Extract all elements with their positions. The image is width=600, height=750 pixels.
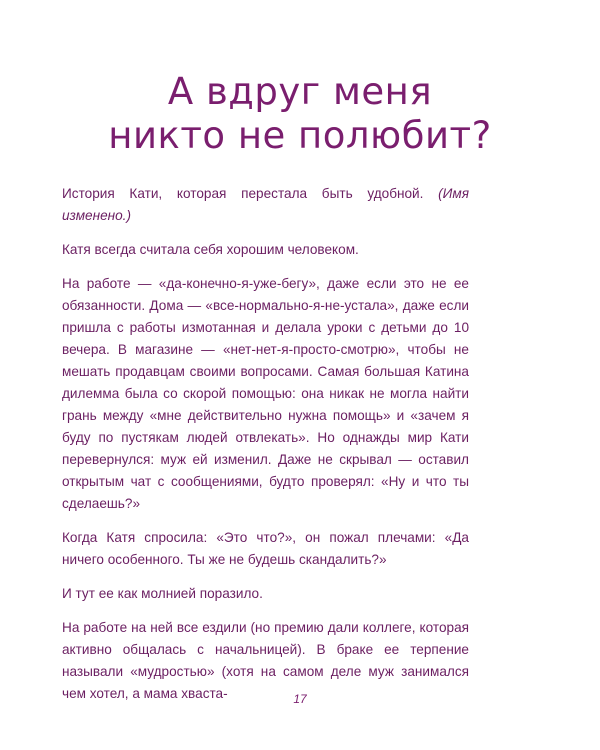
paragraph-intro — [62, 183, 469, 227]
page-number: 17 — [293, 692, 307, 706]
chapter-title-line-1: А вдруг меня — [167, 70, 433, 113]
paragraph-6: На работе на ней все ездили (но премию дали коллеге, которая активно общалась с начальницей). В браке ее терпение называли «мудростью» (хотя на самом деле муж занимался чем хотел, а мама хваста- — [62, 620, 469, 701]
paragraph-3: На работе — «да-конечно-я-уже-бегу», даже если это не ее обязанности. Дома — «все-нормально-я-не-устала», даже если пришла с работы измотанная и делала уроки с детьми до 10 вечера. В магазине — «нет-нет-я-просто-смотрю», чтобы не мешать продавцам своими вопросами. Самая большая Катина дилемма была со скорой помощью: она никак не могла найти грань между «мне действительно нужна помощь» и «зачем я буду по пустякам людей отвлекать». Но однажды мир Кати перевернулся: муж ей изменил. Даже не скрывал — оставил открытым чат с сообщениями, будто проверял: «Ну и что ты сделаешь?» — [62, 276, 469, 511]
paragraph-4: Когда Катя спросила: «Это что?», он пожал плечами: «Да ничего особенного. Ты же не будешь скандалить?» — [62, 530, 469, 567]
intro-italic-note: (Имя изменено.) — [62, 186, 469, 223]
paragraph-2: Катя всегда считала себя хорошим человеком. — [62, 242, 359, 257]
intro-text: История Кати, которая перестала быть удобной. — [62, 186, 424, 201]
chapter-title-line-2: никто не полюбит? — [108, 114, 492, 157]
chapter-title — [40, 70, 560, 158]
body-text — [62, 183, 469, 705]
paragraph-5: И тут ее как молнией поразило. — [62, 586, 263, 601]
